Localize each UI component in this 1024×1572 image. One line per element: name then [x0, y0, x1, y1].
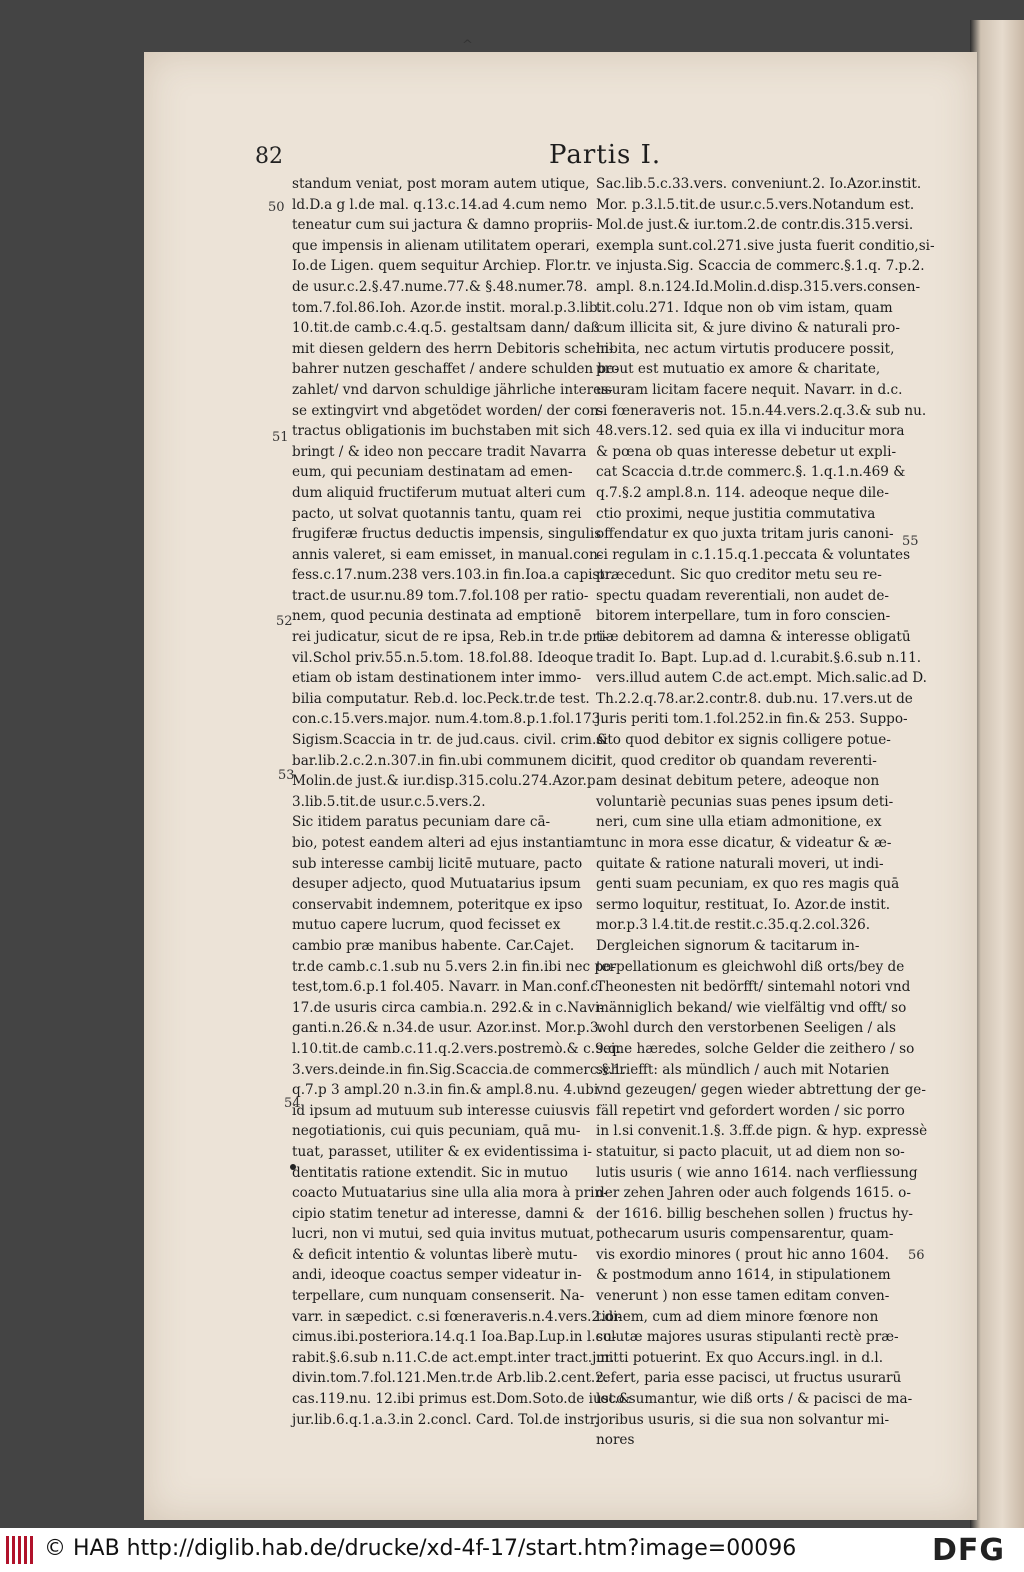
text-line: vil.Schol priv.55.n.5.tom. 18.fol.88. Ideoque: [292, 649, 594, 666]
text-line: negotiationis, cui quis pecuniam, quā mu-: [292, 1123, 581, 1140]
text-line: voluntariè pecunias suas penes ipsum deti-: [596, 793, 894, 810]
text-line: bar.lib.2.c.2.n.307.in fin.ubi communem dicit.: [292, 752, 606, 769]
text-line: cas.119.nu. 12.ibi primus est.Dom.Soto.de iust.&: [292, 1391, 631, 1408]
text-line: bitorem interpellare, tum in foro conscien-: [596, 608, 891, 625]
barcode-icon: [6, 1536, 36, 1564]
text-line: præcedunt. Sic quo creditor metu seu re-: [596, 567, 882, 584]
next-page-edge: [970, 20, 1024, 1528]
text-line: nem, quod pecunia destinata ad emptionē: [292, 608, 582, 625]
text-line: cat Scaccia d.tr.de commerc.§. 1.q.1.n.469 &: [596, 464, 906, 481]
text-line: Io.de Ligen. quem sequitur Archiep. Flor.tr.: [292, 258, 592, 275]
text-line: am desinat debitum petere, adeoque non: [596, 773, 880, 790]
text-line: de usur.c.2.§.47.nume.77.& §.48.numer.78.: [292, 278, 588, 295]
text-line: Mol.de just.& iur.tom.2.de contr.dis.315.versi.: [596, 217, 914, 234]
text-line: Sigism.Scaccia in tr. de jud.caus. civil. crim.&: [292, 732, 609, 749]
text-line: sito quod debitor ex signis colligere potue-: [596, 732, 891, 749]
text-line: teneatur cum sui jactura & damno propriis-: [292, 217, 593, 234]
page-number: 82: [255, 144, 283, 169]
text-line: lucri, non vi mutui, sed quia invitus mutuat,: [292, 1226, 595, 1243]
text-line: etiam ob istam destinationem inter immo-: [292, 670, 582, 687]
text-line: conservabit indemnem, poteritque ex ipso: [292, 896, 583, 913]
text-line: bilia computatur. Reb.d. loc.Peck.tr.de test.: [292, 690, 590, 707]
text-line: terpellare, cum nunquam consenserit. Na-: [292, 1288, 585, 1305]
text-line: Sac.lib.5.c.33.vers. conveniunt.2. Io.Azor.instit.: [596, 176, 922, 192]
text-line: Th.2.2.q.78.ar.2.contr.8. dub.nu. 17.vers.ut de: [596, 690, 913, 707]
text-line: tractus obligationis im buchstaben mit sich: [292, 423, 591, 440]
text-line: ci regulam in c.1.15.q.1.peccata & voluntates: [596, 546, 911, 563]
text-line: q.7.§.2 ampl.8.n. 114. adeoque neque dile-: [596, 484, 889, 501]
text-line: dum aliquid fructiferum mutuat alteri cum: [292, 484, 586, 501]
text-line: 17.de usuris circa cambia.n. 292.& in c.Navi-: [292, 999, 604, 1016]
text-line: tunc in mora esse dicatur, & videatur & æ-: [596, 835, 892, 851]
text-line: con.c.15.vers.major. num.4.tom.8.p.1.fol.173.: [292, 711, 605, 728]
text-line: Sic itidem paratus pecuniam dare cā-: [292, 814, 551, 831]
text-line: venerunt ) non esse tamen editam conven-: [596, 1288, 890, 1305]
book-page: [144, 38, 977, 1520]
text-line: exempla sunt.col.271.sive justa fuerit conditio,si-: [596, 237, 935, 254]
text-line: lutis usuris ( wie anno 1614. nach verfliessung: [596, 1164, 918, 1181]
text-line: vers.illud autem C.de act.empt. Mich.salic.ad D.: [596, 670, 927, 687]
text-line: Theonesten nit bedörfft/ sintemahl notori vnd: [596, 979, 911, 996]
text-line: mor.p.3 l.4.tit.de restit.c.35.q.2.col.326.: [596, 917, 871, 934]
text-line: in l.si convenit.1.§. 3.ff.de pign. & hyp. expressè: [596, 1123, 928, 1140]
text-line: que impensis in alienam utilitatem operari,: [292, 237, 590, 254]
text-line: divin.tom.7.fol.121.Men.tr.de Arb.lib.2.cent.2.: [292, 1370, 609, 1387]
text-line: Dergleichen signorum & tacitarum in-: [596, 937, 860, 954]
text-line: ld.D.a g l.de mal. q.13.c.14.ad 4.cum nemo: [292, 196, 588, 213]
text-line: & deficit intentio & voluntas liberè mutu-: [292, 1246, 578, 1263]
text-line: ganti.n.26.& n.34.de usur. Azor.inst. Mor.p.3.: [292, 1020, 603, 1037]
text-line: terpellationum es gleichwohl diß orts/bey de: [596, 958, 905, 975]
text-line: nores: [596, 1432, 635, 1449]
text-line: ctio proximi, neque justitia commutativa: [596, 505, 876, 522]
text-line: varr. in sæpedict. c.si fœneraveris.n.4.vers.2.di-: [292, 1308, 623, 1325]
text-line: jur.lib.6.q.1.a.3.in 2.concl. Card. Tol.de instr.: [292, 1411, 600, 1428]
text-line: q.7.p 3 ampl.20 n.3.in fin.& ampl.8.nu. 4.ubi: [292, 1082, 599, 1099]
text-line: spectu quadam reverentiali, non audet de-: [596, 587, 890, 604]
text-line: mutuo capere lucrum, quod fecisset ex: [292, 917, 561, 934]
text-line: vis exordio minores ( prout hic anno 1604.: [596, 1246, 889, 1263]
text-line: frugiferæ fructus deductis impensis, singulis: [292, 526, 602, 543]
text-line: sub interesse cambij licitē mutuare, pacto: [292, 855, 583, 872]
text-line: mitti potuerint. Ex quo Accurs.ingl. in d.l.: [596, 1349, 884, 1366]
text-line: offendatur ex quo juxta tritam juris canoni-: [596, 526, 894, 543]
text-line: Molin.de just.& iur.disp.315.colu.274.Azor.p.: [292, 773, 600, 790]
margin-note: 55: [902, 534, 919, 549]
text-line: annis valeret, si eam emisset, in manual.con-: [292, 546, 603, 563]
text-line: tract.de usur.nu.89 tom.7.fol.108 per ratio-: [292, 587, 589, 604]
text-line: se extingvirt vnd abgetödet worden/ der con-: [292, 402, 604, 419]
text-line: rei judicatur, sicut de re ipsa, Reb.in tr.de pri-: [292, 629, 608, 646]
text-line: 3.vers.deinde.in fin.Sig.Scaccia.de commerc.§.1.: [292, 1061, 626, 1078]
text-line: juris periti tom.1.fol.252.in fin.& 253. Suppo-: [596, 711, 908, 728]
text-line: cum illicita sit, & jure divino & naturali pro-: [596, 320, 900, 337]
text-line: pacto, ut solvat quotannis tantu, quam rei: [292, 505, 582, 522]
text-line: rabit.§.6.sub n.11.C.de act.empt.inter tract.jur.: [292, 1349, 615, 1366]
margin-note: 51: [272, 430, 289, 445]
text-line: fess.c.17.num.238 vers.103.in fin.Ioa.a capistr.: [292, 567, 615, 584]
text-line: tiæ debitorem ad damna & interesse obligatū: [596, 629, 911, 646]
text-line: schriefft: als mündlich / auch mit Notarien: [596, 1061, 890, 1078]
text-line: bahrer nutzen geschaffet / andere schulden be-: [292, 361, 619, 378]
text-line: & postmodum anno 1614, in stipulationem: [596, 1267, 891, 1284]
text-line: 48.vers.12. sed quia ex illa vi inducitur mora: [596, 423, 905, 440]
text-line: tradit Io. Bapt. Lup.ad d. l.curabit.§.6.sub n.11.: [596, 649, 922, 666]
text-line: bringt / & ideo non peccare tradit Navarra: [292, 443, 587, 460]
text-line: tit.colu.271. Idque non ob vim istam, quam: [596, 299, 893, 316]
margin-note: 50: [268, 200, 285, 215]
running-head: Partis I.: [549, 140, 662, 170]
text-line: rit, quod creditor ob quandam reverenti-: [596, 752, 877, 769]
text-line: test,tom.6.p.1 fol.405. Navarr. in Man.conf.c.: [292, 979, 603, 996]
copyright-link[interactable]: © HAB http://diglib.hab.de/drucke/xd-4f-17/start.htm?image=00096: [44, 1536, 797, 1561]
text-line: tom.7.fol.86.Ioh. Azor.de instit. moral.p.3.lib.: [292, 299, 602, 316]
text-line: tionem, cum ad diem minore fœnore non: [596, 1308, 879, 1325]
text-line: prout est mutuatio ex amore & charitate,: [596, 361, 881, 378]
text-line: zahlet/ vnd darvon schuldige jährliche interes-: [292, 381, 613, 398]
margin-note: 54: [284, 1096, 301, 1111]
text-line: eum, qui pecuniam destinatam ad emen-: [292, 464, 573, 481]
text-line: tuat, parasset, utiliter & ex evidentissima i-: [292, 1143, 592, 1160]
text-line: loco sumantur, wie diß orts / & pacisci de ma-: [596, 1391, 913, 1408]
margin-note: 52: [276, 614, 293, 629]
text-line: 3.lib.5.tit.de usur.c.5.vers.2.: [292, 793, 486, 810]
text-line: genti suam pecuniam, ex quo res magis quā: [596, 876, 900, 893]
text-line: l.10.tit.de camb.c.11.q.2.vers.postremò.& c.9.q.: [292, 1040, 622, 1057]
text-line: desuper adjecto, quod Mutuatarius ipsum: [292, 876, 581, 893]
text-line: sermo loquitur, restituat, Io. Azor.de instit.: [596, 896, 891, 913]
text-line: dentitatis ratione extendit. Sic in mutuo: [292, 1164, 568, 1181]
caret-mark: ^: [462, 38, 473, 53]
text-line: der 1616. billig beschehen sollen ) fructus hy-: [596, 1205, 913, 1222]
text-line: usuram licitam facere nequit. Navarr. in d.c.: [596, 381, 903, 398]
text-line: quitate & ratione naturali moveri, ut indi-: [596, 855, 884, 872]
text-line: mit diesen geldern des herrn Debitoris schein-: [292, 340, 614, 357]
text-line: tr.de camb.c.1.sub nu 5.vers 2.in fin.ibi nec po-: [292, 958, 616, 975]
text-line: seine hæredes, solche Gelder die zeithero / so: [596, 1040, 915, 1057]
text-line: der zehen Jahren oder auch folgends 1615. o-: [596, 1185, 911, 1202]
text-line: Mor. p.3.l.5.tit.de usur.c.5.vers.Notandum est.: [596, 196, 915, 213]
text-line: 10.tit.de camb.c.4.q.5. gestaltsam dann/ daß: [292, 320, 600, 337]
margin-note: 53: [278, 768, 295, 783]
text-line: joribus usuris, si die sua non solvantur mi-: [596, 1411, 890, 1428]
text-line: solutæ majores usuras stipulanti rectè præ-: [596, 1329, 899, 1346]
text-line: hibita, nec actum virtutis producere possit,: [596, 340, 895, 357]
text-line: vnd gezeugen/ gegen wieder abtrettung der ge-: [596, 1082, 926, 1099]
text-line: cipio statim tenetur ad interesse, damni &: [292, 1205, 585, 1222]
text-line: refert, paria esse pacisci, ut fructus usurarū: [596, 1370, 902, 1387]
text-line: neri, cum sine ulla etiam admonitione, ex: [596, 814, 882, 831]
dfg-logo: DFG: [932, 1533, 1006, 1568]
text-line: cambio præ manibus habente. Car.Cajet.: [292, 937, 575, 954]
text-line: pothecarum usuris compensarentur, quam-: [596, 1226, 894, 1243]
text-line: bio, potest eandem alteri ad ejus instantiam: [292, 835, 596, 851]
text-line: id ipsum ad mutuum sub interesse cuiusvis: [292, 1102, 590, 1119]
text-line: standum veniat, post moram autem utique,: [292, 176, 590, 192]
footer-bar: [0, 1528, 1024, 1572]
text-line: wohl durch den verstorbenen Seeligen / als: [596, 1020, 896, 1037]
margin-note: 56: [908, 1248, 925, 1263]
text-line: ve injusta.Sig. Scaccia de commerc.§.1.q. 7.p.2.: [596, 258, 925, 275]
text-line: ampl. 8.n.124.Id.Molin.d.disp.315.vers.consen-: [596, 278, 921, 295]
left-text-column: [292, 174, 631, 1430]
text-line: si fœneraveris not. 15.n.44.vers.2.q.3.& sub nu.: [596, 402, 927, 419]
text-line: cimus.ibi.posteriora.14.q.1 Ioa.Bap.Lup.in l.cu-: [292, 1329, 617, 1346]
text-line: andi, ideoque coactus semper videatur in-: [292, 1267, 582, 1284]
text-line: & pœna ob quas interesse debetur ut expli-: [596, 443, 897, 460]
text-line: coacto Mutuatarius sine ulla alia mora à prin-: [292, 1185, 608, 1202]
text-line: statuitur, si pacto placuit, ut ad diem non so-: [596, 1143, 905, 1160]
text-line: fäll repetirt vnd gefordert worden / sic porro: [596, 1102, 905, 1119]
text-line: männiglich bekand/ wie vielfältig vnd offt/ so: [596, 999, 907, 1016]
